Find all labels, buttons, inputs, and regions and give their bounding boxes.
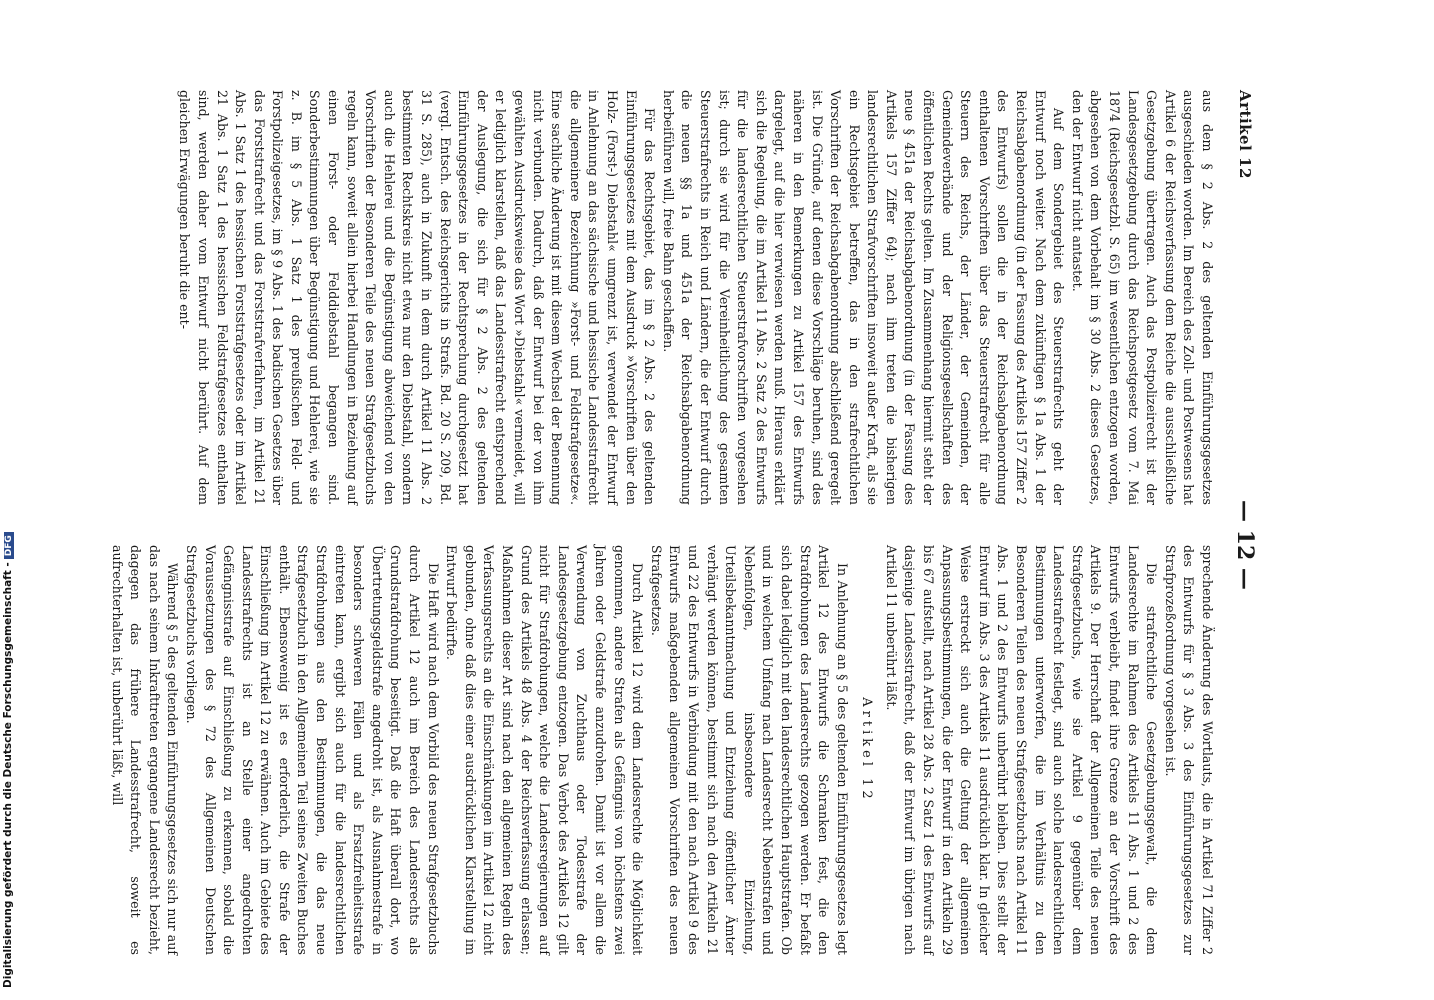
- page-header: [1220, 90, 1260, 960]
- section-heading: Artikel 12: [859, 697, 875, 803]
- paragraph: Die Haft wird nach dem Vorbild des neuen Strafgesetzbuchs durch Artikel 12 auch im Bereich des Landesrechts als Grundstrafdrohung beseitigt. Daß die Haft überall dort, wo Übertretungsgeldstrafe angedroht ist, als Ausnahmestrafe in besonders schweren Fällen und als Ersatzfreiheitsstrafe eintreten kann, ergibt sich auch für die landesrechtlichen Strafdrohungen aus den Bestimmungen, die das neue Strafgesetzbuch in den Allgemeinen Teil seines Zweiten Buches enthält. Ebensowenig ist es erforderlich, die Strafe der Einschließung im Artikel 12 zu erwähnen. Auch im Gebiete des Landesstrafrechts ist an Stelle einer angedrohten Gefängnisstrafe auf Einschließung zu erkennen, sobald die Voraussetzungen des § 72 des Allgemeinen Deutschen Strafgesetzbuchs vorliegen.: [183, 545, 441, 955]
- dfg-logo: DFG: [4, 532, 14, 559]
- text-column-left: [175, 90, 1216, 505]
- paragraph: In Anlehnung an § 5 des geltenden Einführungsgesetzes legt Artikel 12 des Entwurfs die Schranken fest, die den Strafdrohungen des Landesrechts gezogen werden. Er befaßt sich dabei lediglich mit den landesrechtlichen Hauptstrafen. Ob und in welchem Umfang nach Landesrecht Nebenstrafen und Nebenfolgen, insbesondere Einziehung, Urteilsbekanntmachung und Entziehung öffentlicher Ämter verhängt werden können, bestimmt sich nach den Artikeln 21 und 22 des Entwurfs in Verbindung mit den nach Artikel 9 des Entwurfs maßgebenden allgemeinen Vorschriften des neuen Strafgesetzes.: [648, 545, 850, 955]
- credit-text: Digitalisierung gefördert durch die Deutsche Forschungsgemeinschaft -: [2, 562, 14, 988]
- text-column-right: [107, 545, 1216, 955]
- paragraph: Auf dem Sondergebiet des Steuerstrafrechts geht der Entwurf noch weiter. Nach dem zukünftigen § 1a Abs. 1 der Reichsabgabenordnung (in der Fassung des Artikels 157 Ziffer 2 des Entwurfs) sollen die in der Reichsabgabenordnung enthaltenen Vorschriften über das Steuerstrafrecht für alle Steuern des Reichs, der Länder, der Gemeinden, der Gemeindeverbände und der Religionsgesellschaften des öffentlichen Rechts gelten. Im Zusammenhang hiermit steht der neue § 451a der Reichsabgabenordnung (in der Fassung des Artikels 157 Ziffer 64); nach ihm treten die bisherigen landesrechtlichen Strafvorschriften insoweit außer Kraft, als sie ein Rechtsgebiet betreffen, das in den strafrechtlichen Vorschriften der Reichsabgabenordnung abschließend geregelt ist. Die Gründe, auf denen diese Vorschläge beruhen, sind des näheren in den Bemerkungen zu Artikel 157 des Entwurfs dargelegt, auf die hier verwiesen werden muß. Hieraus erklärt sich die Regelung, die im Artikel 11 Abs. 2 Satz 2 des Entwurfs für die landesrechtlichen Steuerstrafvorschriften vorgesehen ist; durch sie wird für die Vereinheitlichung des gesamten Steuerstrafrechts in Reich und Ländern, die der Entwurf durch die neuen §§ 1a und 451a der Reichsabgabenordnung herbeiführen will, freie Bahn geschaffen.: [660, 90, 1067, 505]
- running-head: Artikel 12: [1236, 90, 1254, 179]
- digitization-credit: [2, 532, 14, 988]
- rotated-page-content: [109, 90, 1260, 960]
- paragraph: Durch Artikel 12 wird dem Landesrechte die Möglichkeit genommen, andere Strafen als Gefängnis von höchstens zwei Jahren oder Geldstrafe anzudrohen. Damit ist vor allem die Verwendung von Zuchthaus oder Todesstrafe der Landesgesetzgebung entzogen. Das Verbot des Artikels 12 gilt nicht für Strafdrohungen, welche die Landesregierungen auf Grund des Artikels 48 Abs. 4 der Reichsverfassung erlassen; Maßnahmen dieser Art sind nach den allgemeinen Regeln des Verfassungsrechts an die Einschränkungen im Artikel 12 nicht gebunden, ohne daß dies einer ausdrücklichen Klarstellung im Entwurf bedürfte.: [444, 545, 646, 955]
- paragraph: sprechende Änderung des Wortlauts, die in Artikel 71 Ziffer 2 des Entwurfs für § 3 Abs. 3 des Einführungsgesetzes zur Strafprozeßordnung vorgesehen ist.: [1162, 545, 1215, 955]
- paragraph: Während § 5 des geltenden Einführungsgesetzes sich nur auf das nach seinem Inkrafttreten ergangene Landesrecht bezieht, dagegen das frühere Landesstrafrecht, soweit es aufrechterhalten ist, unberührt läßt, will: [109, 545, 181, 955]
- paragraph: Für das Rechtsgebiet, das im § 2 Abs. 2 des geltenden Einführungsgesetzes mit dem Ausdruck »Vorschriften über den Holz- (Forst-) Diebstahl« umgrenzt ist, verwendet der Entwurf in Anlehnung an das sächsische und hessische Landesstrafrecht die allgemeinere Bezeichnung »Forst- und Feldstrafgesetze«. Eine sachliche Änderung ist mit diesem Wechsel der Benennung nicht verbunden. Dadurch, daß der Entwurf bei der von ihm gewählten Ausdrucksweise das Wort »Diebstahl« vermeidet, will er lediglich klarstellen, daß das Landesstrafrecht entsprechend der Auslegung, die sich für § 2 Abs. 2 des geltenden Einführungsgesetzes in der Rechtsprechung durchgesetzt hat (vergl. Entsch. des Reichsgerichts in Strafs. Bd. 20 S. 209, Bd. 31 S. 285), auch in Zukunft in dem durch Artikel 11 Abs. 2 bestimmten Rechtskreis nicht etwa nur den Diebstahl, sondern auch die Hehlerei und die Begünstigung abweichend von den Vorschriften der Besonderen Teile des neuen Strafgesetzbuchs regeln kann, soweit allein hierbei Handlungen in Beziehung auf einen Forst- oder Felddiebstahl begangen sind. Sonderbestimmungen über Begünstigung und Hehlerei, wie sie z. B. im § 5 Abs. 1 Satz 1 des preußischen Feld- und Forstpolizeigesetzes, im § 9 Abs. 1 des badischen Gesetzes über das Forststrafrecht und das Forststrafverfahren, im Artikel 21 Abs. 1 Satz 1 des hessischen Forststrafgesetzes oder im Artikel 21 Abs. 1 Satz 1 des hessischen Feldstrafgesetzes enthalten sind, werden daher vom Entwurf nicht berührt. Auf dem gleichen Erwägungen beruht die ent-: [177, 90, 658, 505]
- paragraph: aus dem § 2 Abs. 2 des geltenden Einführungsgesetzes ausgeschieden worden. Im Bereich des Zoll- und Postwesens hat Artikel 6 der Reichsverfassung dem Reiche die ausschließliche Gesetzgebung übertragen. Auch das Postpolizeirecht ist der Landesgesetzgebung durch das Reichspostgesetz vom 7. Mai 1874 (Reichsgesetzbl. S. 65) im wesentlichen entzogen worden, abgesehen von dem Vorbehalt im § 30 Abs. 2 dieses Gesetzes, den der Entwurf nicht antastet.: [1069, 90, 1215, 505]
- page-number: — 12 —: [1232, 500, 1258, 590]
- paragraph: Die strafrechtliche Gesetzgebungsgewalt, die dem Landesrechte im Rahmen des Artikels 11 Abs. 1 und 2 des Entwurfs verbleibt, findet ihre Grenze an der Vorschrift des Artikels 9. Der Herrschaft der Allgemeinen Teile des neuen Strafgesetzbuchs, wie sie Artikel 9 gegenüber dem Landesstrafrecht festlegt, sind auch solche landesrechtlichen Bestimmungen unterworfen, die im Verhältnis zu den Besonderen Teilen des neuen Strafgesetzbuchs nach Artikel 11 Abs. 1 und 2 des Entwurfs unberührt bleiben. Dies stellt der Entwurf im Abs. 3 des Artikels 11 ausdrücklich klar. In gleicher Weise erstreckt sich auch die Geltung der allgemeinen Anpassungsbestimmungen, die der Entwurf in den Artikeln 29 bis 67 aufstellt, nach Artikel 28 Abs. 2 Satz 1 des Entwurfs auf dasjenige Landesstrafrecht, daß der Entwurf im übrigen nach Artikel 11 unberührt läßt.: [883, 545, 1160, 955]
